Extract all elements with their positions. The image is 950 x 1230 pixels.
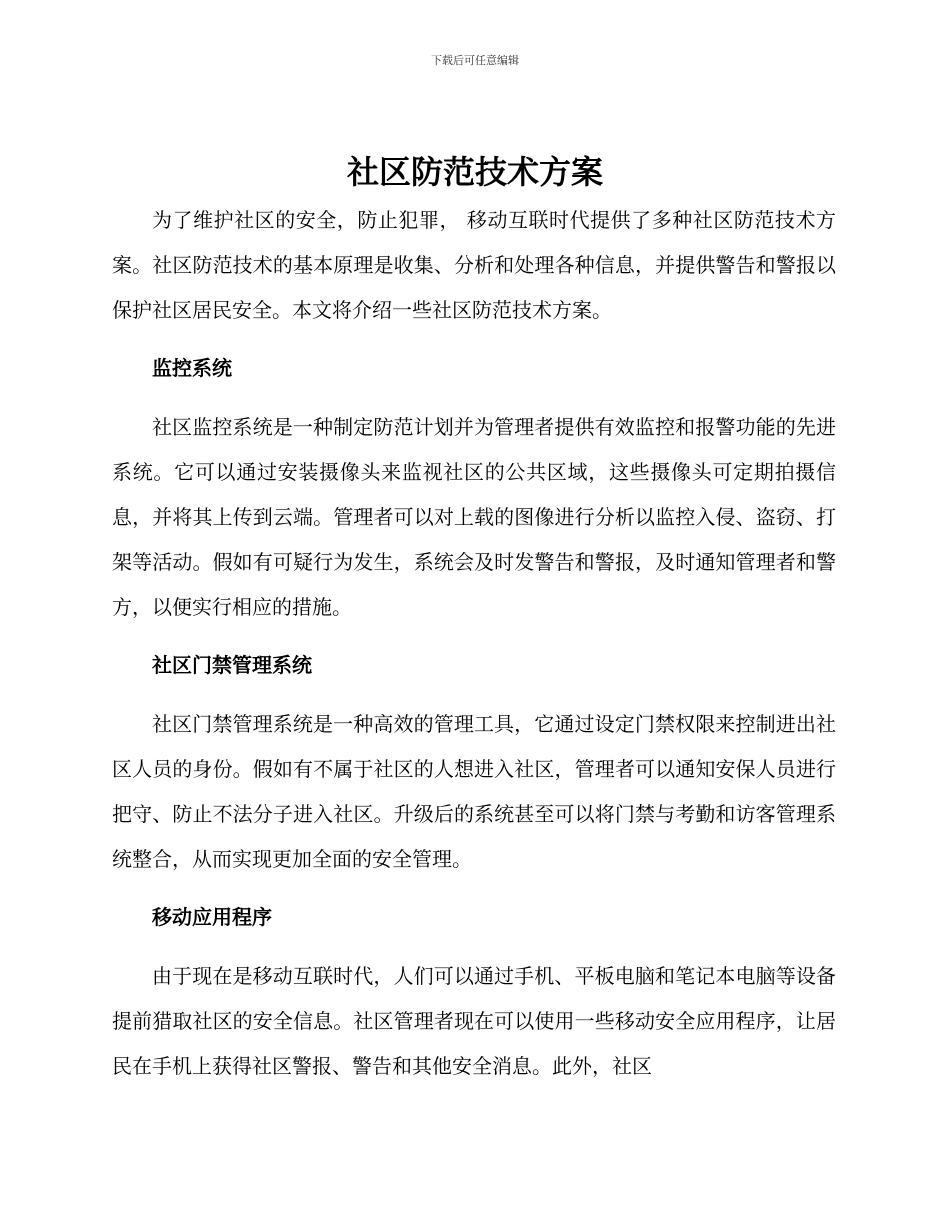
document-title: 社区防范技术方案 [346, 153, 603, 191]
section-body-access-control: 社区门禁管理系统是一种高效的管理工具，它通过设定门禁权限来控制进出社区人员的身份。假如有不属于社区的人想进入社区，管理者可以通知安保人员进行把守、防止不法分子进入社区。升级后的系统甚至可以将门禁与考勤和访客管理系统整合，从而实现更加全面的安全管理。 [112, 712, 836, 871]
document-body [112, 198, 836, 1089]
section-body-monitoring: 社区监控系统是一种制定防范计划并为管理者提供有效监控和报警功能的先进系统。它可以通过安装摄像头来监视社区的公共区域，这些摄像头可定期拍摄信息，并将其上传到云端。管理者可以对上载的图像进行分析以监控入侵、盗窃、打架等活动。假如有可疑行为发生，系统会及时发警告和警报，及时通知管理者和警方，以便实行相应的措施。 [112, 415, 836, 619]
section-heading-monitoring: 监控系统 [152, 356, 232, 380]
section-body-mobile-apps: 由于现在是移动互联时代，人们可以通过手机、平板电脑和笔记本电脑等设备提前猎取社区的安全信息。社区管理者现在可以使用一些移动安全应用程序，让居民在手机上获得社区警报、警告和其他安全消息。此外，社区 [112, 964, 836, 1078]
section-heading-mobile-apps: 移动应用程序 [152, 905, 272, 929]
intro-paragraph: 为了维护社区的安全，防止犯罪， 移动互联时代提供了多种社区防范技术方案。社区防范技术的基本原理是收集、分析和处理各种信息，并提供警告和警报以保护社区居民安全。本文将介绍一些社区防范技术方案。 [112, 208, 836, 322]
section-heading-access-control: 社区门禁管理系统 [152, 653, 312, 677]
page-header-note: 下载后可任意编辑 [431, 54, 519, 67]
